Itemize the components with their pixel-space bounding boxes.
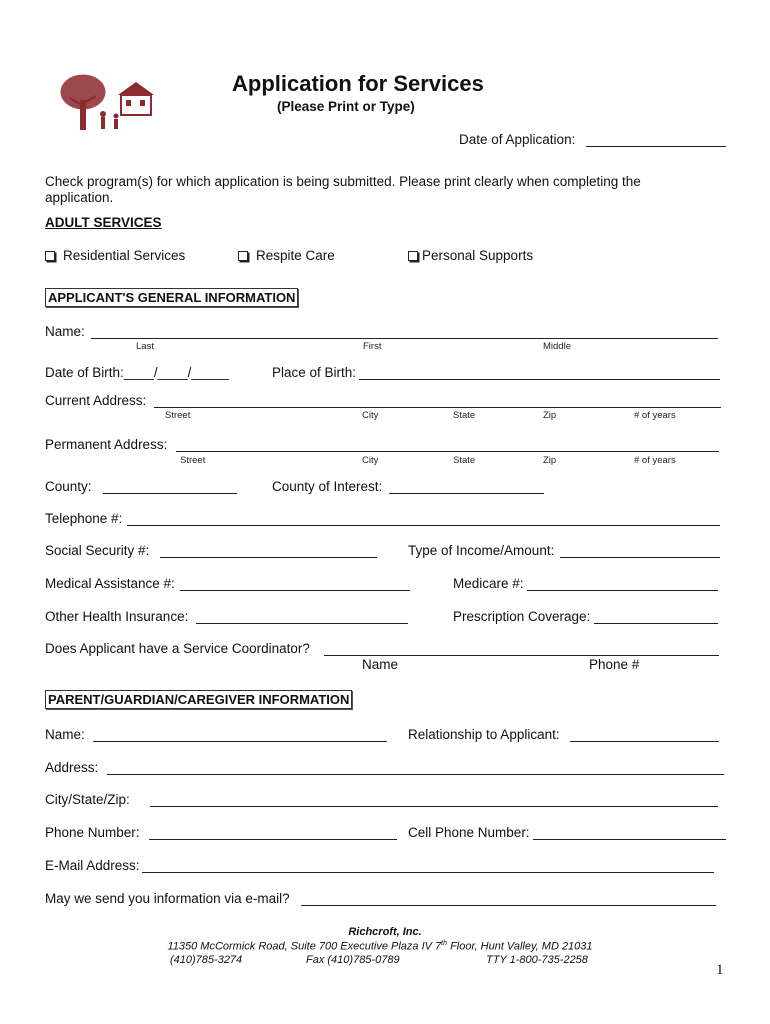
- respite-care-checkbox[interactable]: [238, 251, 248, 261]
- service-coordinator-field[interactable]: [324, 655, 719, 656]
- adult-services-heading: ADULT SERVICES: [45, 215, 162, 230]
- current-address-sub-state: State: [453, 410, 476, 421]
- applicant-name-label: Name:: [45, 324, 85, 339]
- page-title: Application for Services: [232, 71, 484, 96]
- footer-org: Richcroft, Inc.: [348, 926, 422, 938]
- coordinator-sub-name: Name: [362, 657, 399, 672]
- email-address-field[interactable]: [142, 872, 714, 873]
- prescription-coverage-field[interactable]: [594, 623, 718, 624]
- tree-house-family-logo: [58, 70, 158, 134]
- email-consent-field[interactable]: [301, 905, 716, 906]
- permanent-address-sub-state: State: [453, 455, 476, 466]
- current-address-sub-street: Street: [165, 410, 191, 421]
- residential-services-option[interactable]: Residential Services: [45, 248, 185, 263]
- date-of-application-field[interactable]: [586, 146, 726, 147]
- income-field[interactable]: [560, 557, 720, 558]
- guardian-name-label: Name:: [45, 727, 85, 742]
- other-insurance-field[interactable]: [196, 623, 408, 624]
- permanent-address-field[interactable]: [176, 451, 719, 452]
- page-number: 1: [716, 962, 724, 978]
- cell-phone-field[interactable]: [533, 839, 726, 840]
- prescription-coverage-label: Prescription Coverage:: [453, 609, 591, 624]
- county-field[interactable]: [103, 493, 237, 494]
- county-of-interest-field[interactable]: [389, 493, 544, 494]
- current-address-label: Current Address:: [45, 393, 147, 408]
- medical-assistance-label: Medical Assistance #:: [45, 576, 175, 591]
- guardian-address-label: Address:: [45, 760, 99, 775]
- permanent-address-sub-years: # of years: [634, 455, 676, 466]
- name-sub-last: Last: [136, 341, 154, 352]
- medicare-label: Medicare #:: [453, 576, 524, 591]
- respite-care-option[interactable]: Respite Care: [238, 248, 335, 263]
- city-state-zip-field[interactable]: [150, 806, 718, 807]
- income-label: Type of Income/Amount:: [408, 543, 555, 558]
- permanent-address-label: Permanent Address:: [45, 437, 168, 452]
- date-of-application-label: Date of Application:: [459, 132, 576, 147]
- permanent-address-sub-street: Street: [180, 455, 206, 466]
- footer-address: 11350 McCormick Road, Suite 700 Executive Plaza IV 7th Floor, Hunt Valley, MD 21031: [167, 940, 593, 953]
- medical-assistance-field[interactable]: [180, 590, 410, 591]
- telephone-field[interactable]: [127, 525, 720, 526]
- place-of-birth-label: Place of Birth:: [272, 365, 357, 380]
- name-sub-first: First: [363, 341, 382, 352]
- relationship-label: Relationship to Applicant:: [408, 727, 560, 742]
- personal-supports-checkbox[interactable]: [408, 251, 418, 261]
- county-label: County:: [45, 479, 92, 494]
- footer-phone: (410)785-3274: [170, 954, 243, 966]
- applicant-name-field[interactable]: [91, 338, 718, 339]
- name-sub-middle: Middle: [543, 341, 571, 352]
- phone-number-label: Phone Number:: [45, 825, 140, 840]
- footer-fax: Fax (410)785-0789: [306, 954, 400, 966]
- social-security-label: Social Security #:: [45, 543, 150, 558]
- intro-text-line1: Check program(s) for which application is being submitted. Please print clearly when completing the: [45, 174, 641, 189]
- email-consent-label: May we send you information via e-mail?: [45, 891, 290, 906]
- page-subtitle: (Please Print or Type): [277, 99, 415, 114]
- social-security-field[interactable]: [160, 557, 377, 558]
- phone-number-field[interactable]: [149, 839, 397, 840]
- residential-services-checkbox[interactable]: [45, 251, 55, 261]
- other-insurance-label: Other Health Insurance:: [45, 609, 189, 624]
- telephone-label: Telephone #:: [45, 511, 123, 526]
- date-of-birth-field[interactable]: Date of Birth:____/____/_____: [45, 365, 229, 380]
- current-address-field[interactable]: [154, 407, 721, 408]
- guardian-section-heading: PARENT/GUARDIAN/CAREGIVER INFORMATION: [45, 690, 352, 709]
- footer-tty: TTY 1-800-735-2258: [486, 954, 588, 966]
- permanent-address-sub-city: City: [362, 455, 379, 466]
- coordinator-sub-phone: Phone #: [589, 657, 640, 672]
- city-state-zip-label: City/State/Zip:: [45, 792, 130, 807]
- place-of-birth-field[interactable]: [359, 379, 720, 380]
- relationship-field[interactable]: [570, 741, 719, 742]
- email-address-label: E-Mail Address:: [45, 858, 140, 873]
- guardian-address-field[interactable]: [107, 774, 724, 775]
- personal-supports-option[interactable]: Personal Supports: [408, 248, 533, 263]
- permanent-address-sub-zip: Zip: [543, 455, 557, 466]
- cell-phone-label: Cell Phone Number:: [408, 825, 530, 840]
- county-of-interest-label: County of Interest:: [272, 479, 383, 494]
- applicant-section-heading: APPLICANT'S GENERAL INFORMATION: [45, 288, 298, 307]
- medicare-field[interactable]: [527, 590, 718, 591]
- current-address-sub-zip: Zip: [543, 410, 557, 421]
- intro-text-line2: application.: [45, 190, 114, 205]
- guardian-name-field[interactable]: [93, 741, 387, 742]
- current-address-sub-years: # of years: [634, 410, 676, 421]
- service-coordinator-label: Does Applicant have a Service Coordinator?: [45, 641, 310, 656]
- current-address-sub-city: City: [362, 410, 379, 421]
